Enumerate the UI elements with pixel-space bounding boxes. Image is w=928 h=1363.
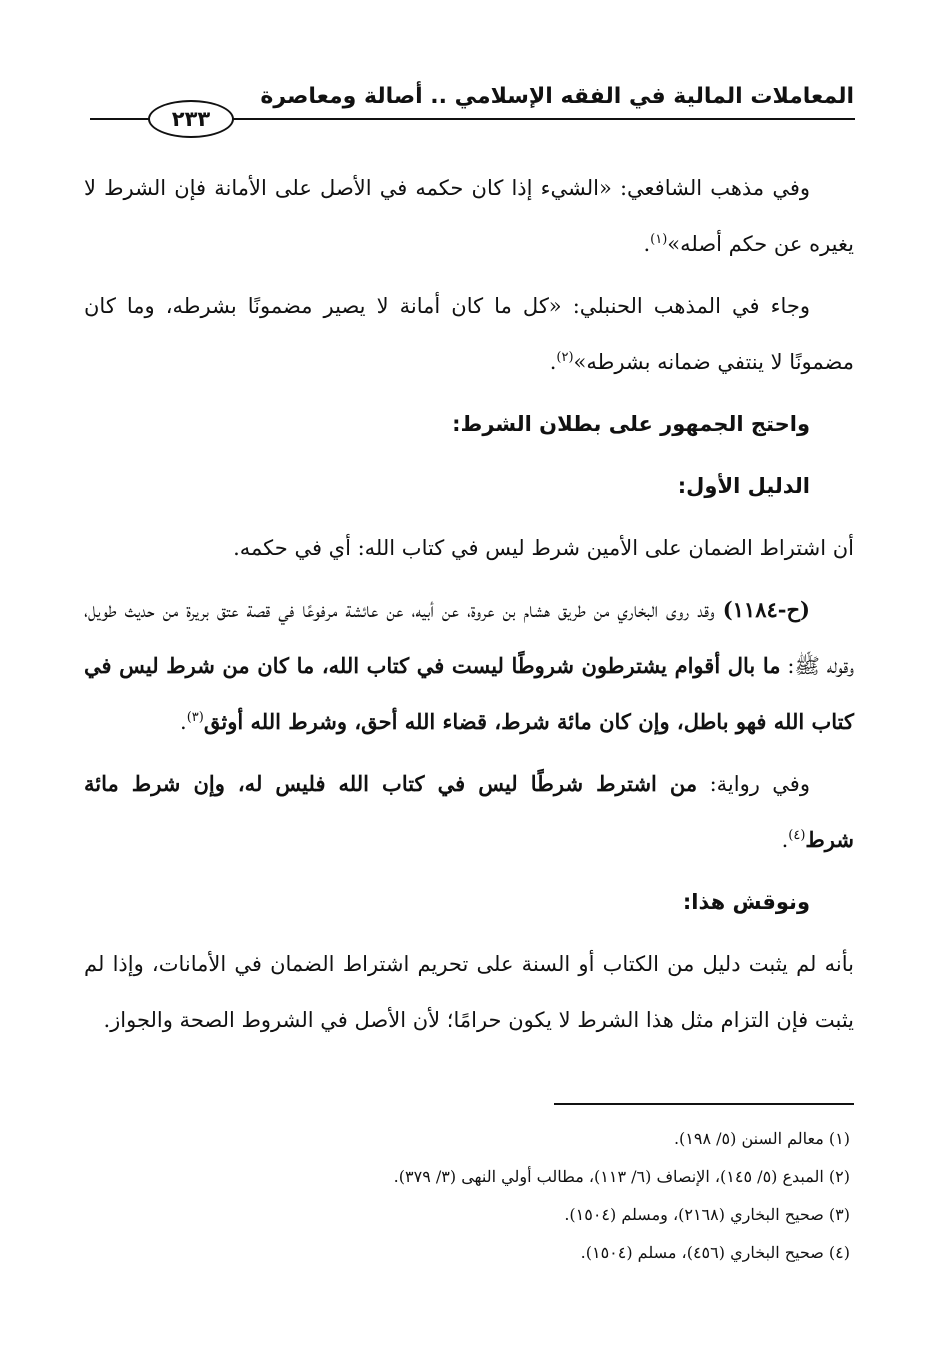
section-heading-discussion: ونوقش هذا:: [682, 890, 810, 914]
page-number: ٢٣٣: [171, 107, 211, 131]
narration-intro: وفي رواية:: [697, 772, 810, 796]
paragraph-hadith-end: .: [180, 710, 187, 734]
main-text: [84, 160, 854, 1054]
footnote-rule: [554, 1103, 854, 1105]
footnote-item: (١) معالم السنن (٥/ ١٩٨).: [673, 1129, 850, 1148]
paragraph-narration: [84, 756, 854, 868]
section-heading-majority: واحتج الجمهور على بطلان الشرط:: [452, 412, 810, 436]
narration-quote: من اشترط شرطًا ليس في كتاب الله فليس له، وإن شرط مائة شرط: [84, 771, 854, 852]
paragraph-first-evidence: أن اشتراط الضمان على الأمين شرط ليس في كتاب الله: أي في حكمه.: [233, 536, 854, 560]
hadith-intro: وقد روى البخاري من طريق هشام بن عروة، عن أبيه، عن عائشة مرفوعًا في قصة عتق بريرة من حديث طويل، وقوله ﷺ:: [84, 598, 854, 678]
footnote-item: (٢) المبدع (٥/ ١٤٥)، الإنصاف (٦/ ١١٣)، مطالب أولي النهى (٣/ ٣٧٩).: [393, 1167, 850, 1186]
footnotes-list: [90, 1120, 850, 1272]
hadith-quote: ما بال أقوام يشترطون شروطًا ليست في كتاب الله، ما كان من شرط ليس في كتاب الله فهو باطل، وإن كان مائة شرط، قضاء الله أحق، وشرط الله أوثق: [84, 653, 854, 734]
running-header-title: المعاملات المالية في الفقه الإسلامي .. أصالة ومعاصرة: [260, 84, 854, 109]
paragraph-shafii-text: وفي مذهب الشافعي: «الشيء إذا كان حكمه في الأصل على الأمانة فإن الشرط لا يغيره عن حكم أصله»: [84, 176, 854, 256]
paragraph-hadith: [84, 582, 854, 750]
paragraph-shafii: [84, 160, 854, 272]
footnote-ref-3: (٣): [186, 710, 204, 725]
hadith-number: (ح-١١٨٤): [722, 597, 810, 622]
paragraph-discussion: بأنه لم يثبت دليل من الكتاب أو السنة على تحريم اشتراط الضمان في الأمانات، وإذا لم يثبت فإن التزام مثل هذا الشرط لا يكون حرامًا؛ لأن الأصل في الشروط الصحة والجواز.: [84, 952, 854, 1032]
footnote-ref-1: (١): [650, 232, 668, 247]
paragraph-shafii-end: .: [643, 232, 651, 256]
footnote-ref-2: (٢): [556, 350, 574, 365]
paragraph-hanbali-text: وجاء في المذهب الحنبلي: «كل ما كان أمانة لا يصير مضمونًا بشرطه، وما كان مضمونًا لا ينتفي ضمانه بشرطه»: [84, 294, 854, 374]
section-heading-first-evidence: الدليل الأول:: [677, 474, 810, 498]
paragraph-hanbali-end: .: [549, 350, 557, 374]
paragraph-hanbali: [84, 278, 854, 390]
footnote-item: (٤) صحيح البخاري (٤٥٦)، مسلم (١٥٠٤).: [580, 1243, 850, 1262]
paragraph-narration-end: .: [781, 828, 789, 852]
page-number-badge: [148, 100, 234, 138]
footnote-ref-4: (٤): [788, 828, 806, 843]
footnote-item: (٣) صحيح البخاري (٢١٦٨)، ومسلم (١٥٠٤).: [564, 1205, 850, 1224]
